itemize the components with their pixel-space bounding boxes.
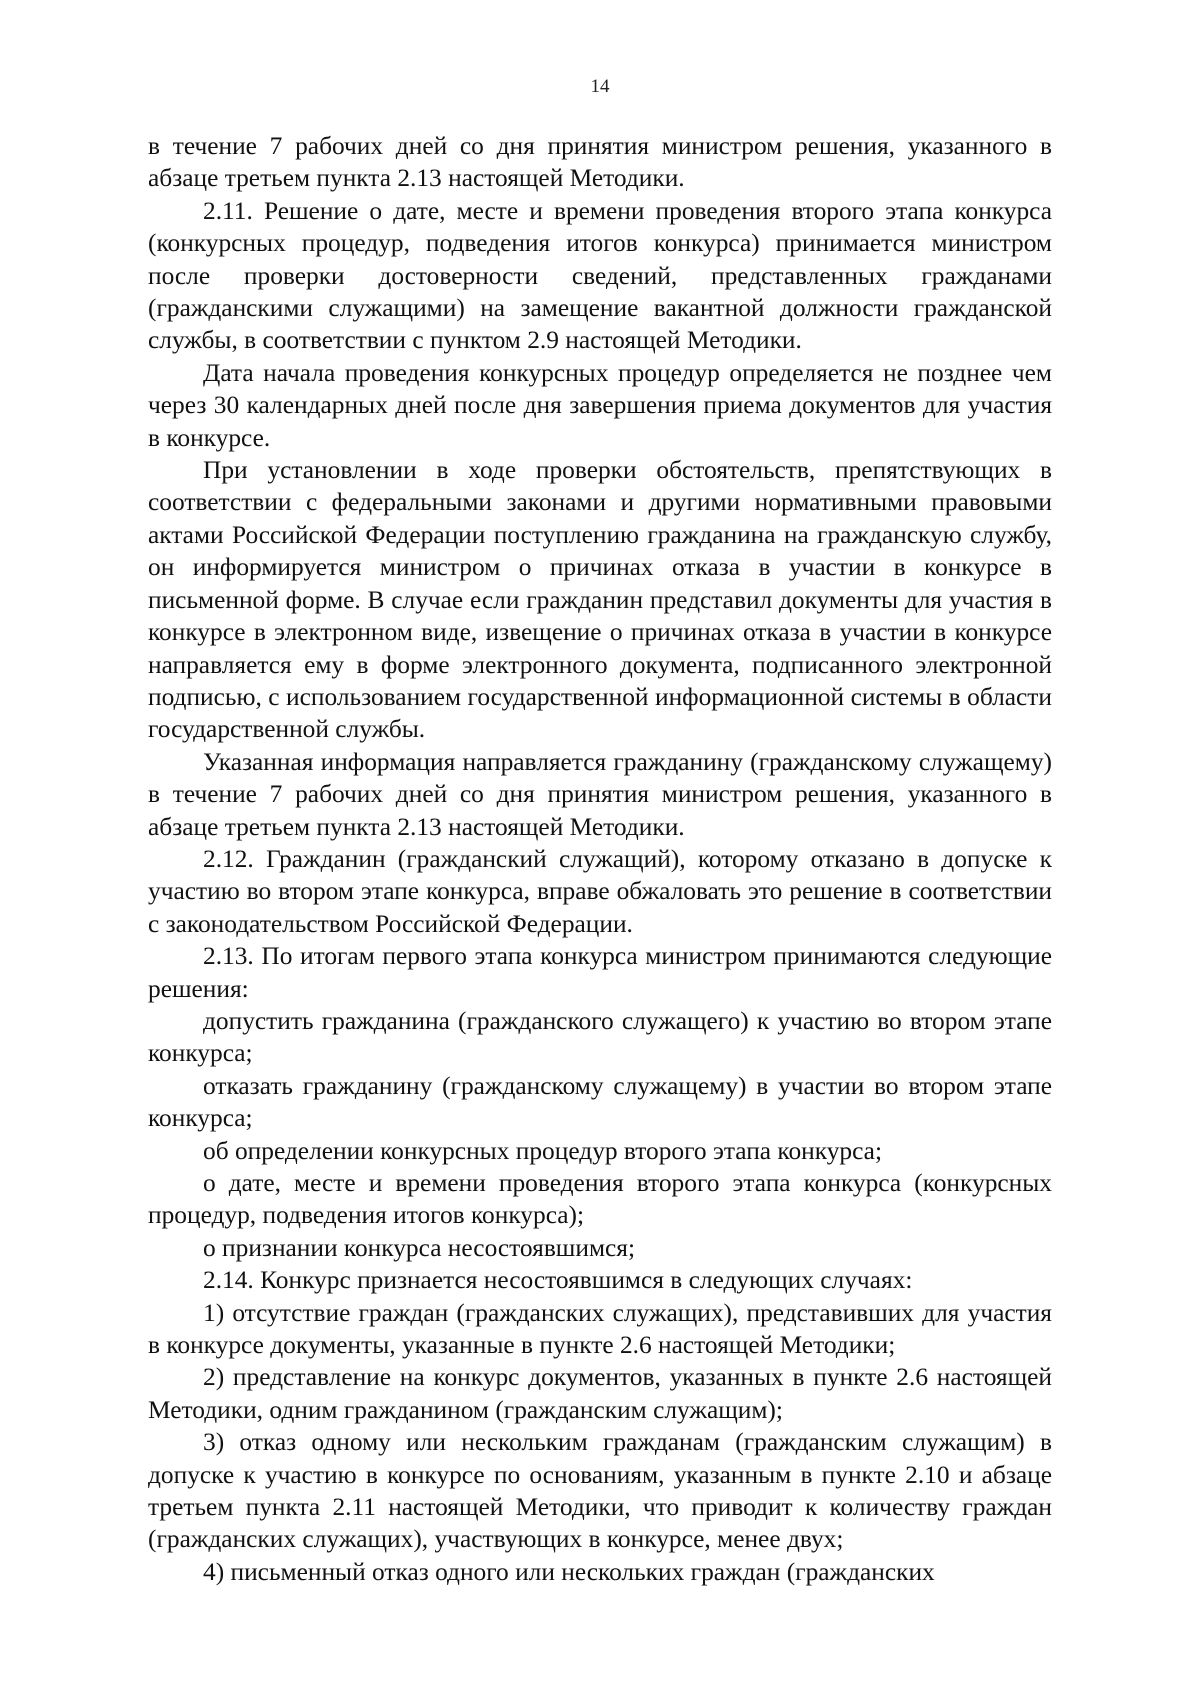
paragraph-2-13: 2.13. По итогам первого этапа конкурса министром принимаются следующие решения: xyxy=(148,942,1052,1003)
page-number: 14 xyxy=(590,76,610,97)
paragraph-case-1: 1) отсутствие граждан (гражданских служащих), представивших для участия в конкурсе документы, указанные в пункте 2.6 настоящей Методики; xyxy=(148,1298,1052,1360)
paragraph-2-12: 2.12. Гражданин (гражданский служащий), которому отказано в допуске к участию во втором этапе конкурса, вправе обжаловать это решение в соответствии с законодательством Российской Федерации. xyxy=(148,844,1052,938)
paragraph-case-2: 2) представление на конкурс документов, указанных в пункте 2.6 настоящей Методики, одним гражданином (гражданским служащим); xyxy=(148,1363,1052,1424)
paragraph-info-sent: Указанная информация направляется гражданину (гражданскому служащему) в течение 7 рабочих дней со дня принятия министром решения, указанного в абзаце третьем пункта 2.13 настоящей Методики. xyxy=(148,747,1052,841)
paragraph-2-14: 2.14. Конкурс признается несостоявшимся в следующих случаях: xyxy=(203,1266,913,1295)
paragraph-continuation: в течение 7 рабочих дней со дня принятия министром решения, указанного в абзаце третьем пункта 2.13 настоящей Методики. xyxy=(148,132,1052,193)
paragraph-date-place: о дате, месте и времени проведения второго этапа конкурса (конкурсных процедур, подведения итогов конкурса); xyxy=(148,1169,1052,1230)
paragraph-refuse: отказать гражданину (гражданскому служащему) в участии во втором этапе конкурса; xyxy=(148,1071,1052,1133)
paragraph-2-11: 2.11. Решение о дате, месте и времени проведения второго этапа конкурса (конкурсных процедур, подведения итогов конкурса) принимается министром после проверки достоверности сведений, представленных гражданами (гражданскими служащими) на замещение вакантной должности гражданской службы, в соответствии с пунктом 2.9 настоящей Методики. xyxy=(148,196,1052,355)
paragraph-circumstances: При установлении в ходе проверки обстоятельств, препятствующих в соответствии с федеральными законами и другими нормативными правовыми актами Российской Федерации поступлению гражданина на гражданскую службу, он информируется министром о причинах отказа в участии в конкурсе в письменной форме. В случае если гражданин представил документы для участия в конкурсе в электронном виде, извещение о причинах отказа в участии в конкурсе направляется ему в форме электронного документа, подписанного электронной подписью, с использованием государственной информационной системы в области государственной службы. xyxy=(148,456,1052,744)
paragraph-admit: допустить гражданина (гражданского служащего) к участию во втором этапе конкурса; xyxy=(148,1006,1052,1068)
paragraph-case-4: 4) письменный отказ одного или нескольких граждан (гражданских xyxy=(203,1557,935,1586)
paragraph-procedures: об определении конкурсных процедур второго этапа конкурса; xyxy=(203,1136,882,1165)
paragraph-case-3: 3) отказ одному или нескольким гражданам (гражданским служащим) в допуске к участию в конкурсе по основаниям, указанным в пункте 2.10 и абзаце третьем пункта 2.11 настоящей Методики, что приводит к количеству граждан (гражданских служащих), участвующих в конкурсе, менее двух; xyxy=(148,1428,1052,1554)
document-body xyxy=(148,130,1052,1588)
paragraph-failed: о признании конкурса несостоявшимся; xyxy=(203,1233,636,1262)
paragraph-start-date: Дата начала проведения конкурсных процедур определяется не позднее чем через 30 календарных дней после дня завершения приема документов для участия в конкурсе. xyxy=(148,358,1052,452)
